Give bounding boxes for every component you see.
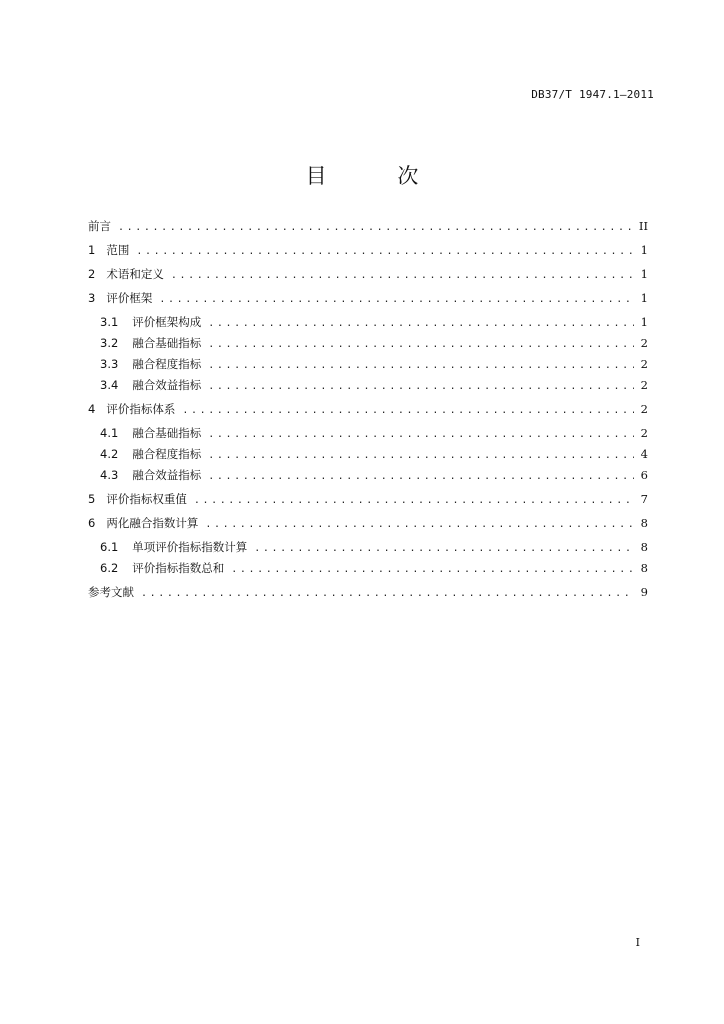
dot-leader [194,490,634,511]
toc-entry-number: 3.2 [100,336,119,350]
toc-entry-page: 8 [640,540,648,554]
toc-entry-label: 融合效益指标 [132,378,202,392]
dot-leader [118,217,632,238]
toc-entry-number: 6.2 [100,561,119,575]
toc-entry-page: 6 [640,468,648,482]
dot-leader [208,313,633,334]
toc-entry-page: 1 [640,243,648,257]
toc-entry-page: 1 [640,267,648,281]
toc-entry-6-1[interactable] [88,537,648,558]
toc-entry-page: 1 [640,291,648,305]
toc-entry-number: 3.4 [100,378,119,392]
dot-leader [141,583,634,604]
toc-entry-page: 8 [640,516,648,530]
table-of-contents [88,216,648,603]
toc-entry-label: 评价指标权重值 [106,492,187,506]
toc-entry-label: 评价指标指数总和 [132,561,225,575]
toc-entry-page: 2 [640,336,648,350]
toc-entry-5[interactable] [88,489,648,510]
toc-entry-number: 6.1 [100,540,119,554]
toc-entry-label: 融合基础指标 [132,336,202,350]
toc-entry-3[interactable] [88,288,648,309]
toc-entry-page: II [638,219,648,233]
dot-leader [208,334,633,355]
toc-entry-number: 6 [88,516,96,530]
toc-entry-label: 前言 [88,219,111,233]
toc-entry-page: 2 [640,402,648,416]
toc-entry-2[interactable] [88,264,648,285]
toc-entry-4-3[interactable] [88,465,648,486]
toc-entry-number: 4.2 [100,447,119,461]
dot-leader [171,265,634,286]
toc-entry-references[interactable] [88,582,648,603]
toc-entry-number: 4.3 [100,468,119,482]
toc-entry-number: 5 [88,492,96,506]
toc-entry-page: 9 [640,585,648,599]
toc-title: 目 次 [305,164,451,188]
toc-entry-number: 3.1 [100,315,119,329]
dot-leader [208,445,633,466]
toc-entry-3-1[interactable] [88,312,648,333]
toc-entry-number: 4.1 [100,426,119,440]
toc-entry-6[interactable] [88,513,648,534]
toc-entry-3-2[interactable] [88,333,648,354]
toc-entry-number: 2 [88,267,96,281]
toc-entry-4-1[interactable] [88,423,648,444]
standard-number: DB37/T 1947.1—2011 [531,88,654,101]
toc-entry-number: 4 [88,402,96,416]
toc-entry-label: 融合程度指标 [132,357,202,371]
toc-entry-label: 融合效益指标 [132,468,202,482]
toc-entry-label: 融合程度指标 [132,447,202,461]
toc-entry-page: 2 [640,426,648,440]
toc-entry-1[interactable] [88,240,648,261]
dot-leader [136,241,633,262]
toc-entry-foreword[interactable] [88,216,648,237]
toc-entry-6-2[interactable] [88,558,648,579]
toc-entry-page: 2 [640,378,648,392]
toc-entry-label: 评价框架 [106,291,153,305]
dot-leader [208,355,633,376]
toc-entry-page: 7 [640,492,648,506]
dot-leader [208,376,633,397]
toc-entry-number: 1 [88,243,96,257]
dot-leader [159,289,633,310]
dot-leader [208,466,633,487]
toc-entry-number: 3.3 [100,357,119,371]
toc-entry-label: 评价指标体系 [106,402,176,416]
toc-entry-page: 2 [640,357,648,371]
toc-entry-number: 3 [88,291,96,305]
toc-entry-label: 评价框架构成 [132,315,202,329]
toc-entry-4[interactable] [88,399,648,420]
toc-entry-label: 术语和定义 [106,267,164,281]
toc-entry-label: 范围 [106,243,130,257]
dot-leader [182,400,633,421]
toc-entry-page: 4 [640,447,648,461]
toc-entry-3-4[interactable] [88,375,648,396]
toc-entry-4-2[interactable] [88,444,648,465]
dot-leader [231,559,633,580]
toc-entry-label: 融合基础指标 [132,426,202,440]
dot-leader [254,538,633,559]
page-number: I [635,936,640,949]
toc-entry-page: 1 [640,315,648,329]
toc-entry-3-3[interactable] [88,354,648,375]
toc-entry-label: 两化融合指数计算 [106,516,199,530]
dot-leader [205,514,633,535]
dot-leader [208,424,633,445]
toc-entry-label: 单项评价指标指数计算 [132,540,248,554]
toc-entry-label: 参考文献 [88,585,134,599]
toc-entry-page: 8 [640,561,648,575]
